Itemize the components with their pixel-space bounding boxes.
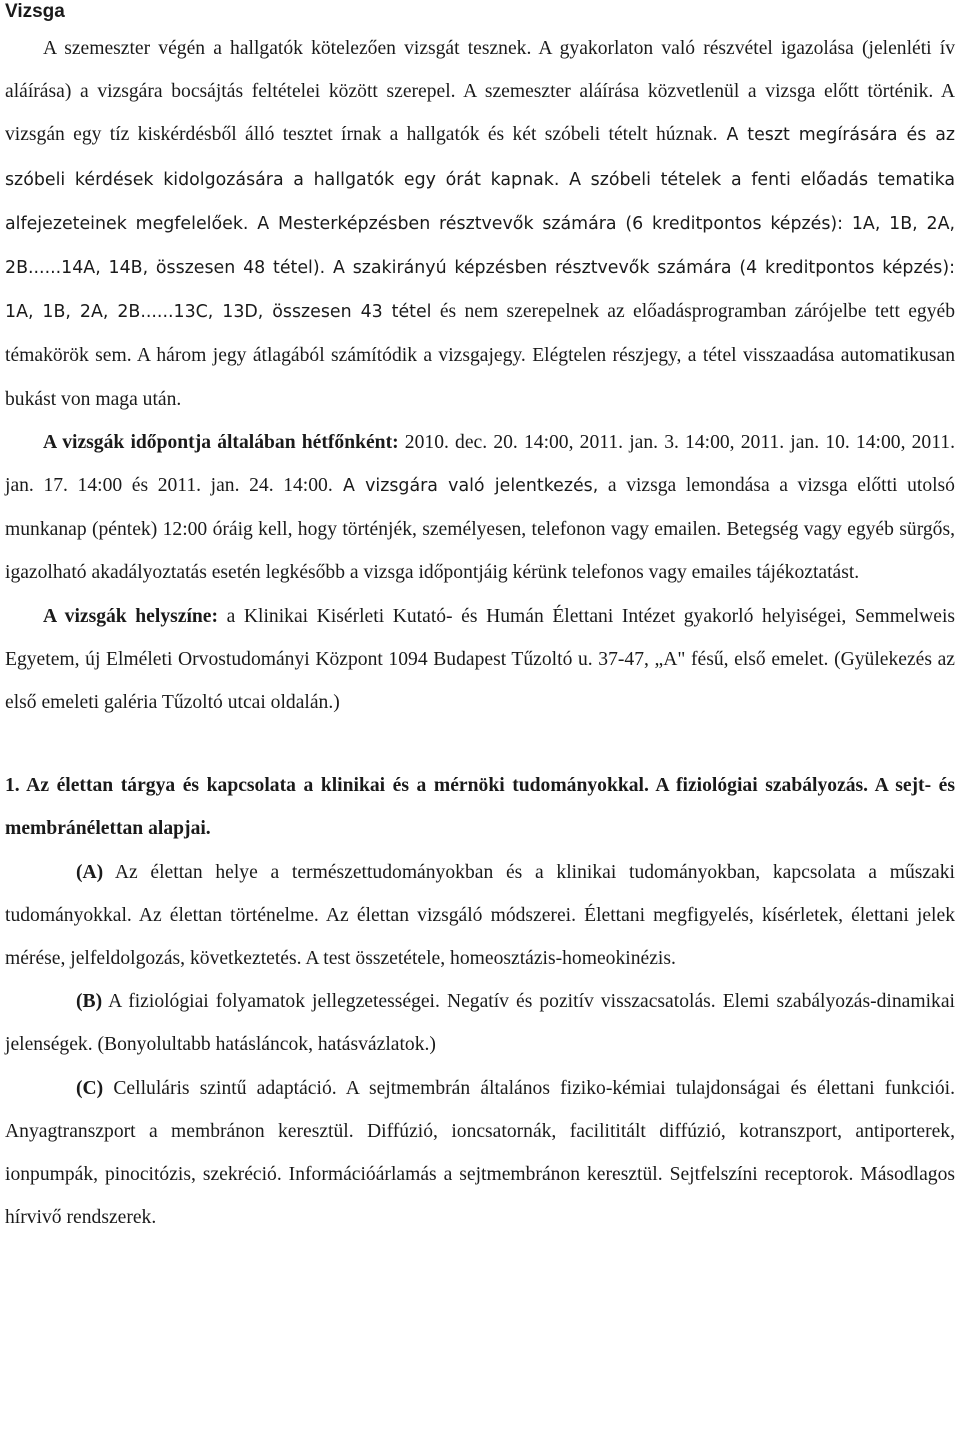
exam-dates-paragraph	[5, 421, 955, 595]
topic-1-part-c-text: Celluláris szintű adaptáció. A sejtmembrán általános fiziko-kémiai tulajdonságai és élettani funkciói. Anyagtranszport a membránon keresztül. Diffúzió, ioncsatornák, facilititált diffúzió, kotranszport, antiporterek, ionpumpák, pinocitózis, szekréció. Információárlamás a sejtmembránon keresztül. Sejtfelszíni receptorok. Másodlagos hírvivő rendszerek.	[5, 1077, 955, 1229]
topic-1-part-b	[5, 980, 955, 1066]
intro-sentence-3: A teszt megírására és az szóbeli kérdések kidolgozására a hallgatók egy órát kapnak. A szóbeli tételek a fenti előadás tematika alfejezeteinek megfelelőek. A Mesterképzésben résztvevők számára (6 kreditpontos képzés): 1A, 1B, 2A, 2B......14A, 14B, összesen 48 tétel). A szakirányú képzésben résztvevők számára (4 kreditpontos képzés): 1A, 1B, 2A, 2B......13C, 13D, összesen 43 tétel	[5, 125, 956, 323]
topic-1-part-c	[5, 1067, 955, 1240]
exam-location-label: A vizsgák helyszíne:	[43, 605, 219, 627]
topic-1-part-b-text: A fiziológiai folyamatok jellegzetességei. Negatív és pozitív visszacsatolás. Elemi szabályozás-dinamikai jelenségek. (Bonyolultabb hatásláncok, hatásvázlatok.)	[5, 991, 955, 1056]
exam-location-text: a Klinikai Kisérleti Kutató- és Humán Élettani Intézet gyakorló helyiségei, Semmelweis Egyetem, új Elméleti Orvostudományi Központ 1094 Budapest Tűzoltó u. 37-47, „A" fésű, első emelet. (Gyülekezés az első emeleti galéria Tűzoltó utcai oldalán.)	[5, 605, 956, 714]
topic-1-part-c-label: (C)	[76, 1077, 104, 1099]
intro-sentence-2: A vizsgán egy tíz kiskérdésből álló tesztet írnak a hallgatók és két szóbeli tételt húznak.	[5, 81, 955, 146]
topic-1-heading-text: 1. Az élettan tárgya és kapcsolata a klinikai és a mérnöki tudományokkal. A fiziológiai szabályozás. A sejt- és membránélettan alapjai.	[5, 775, 955, 840]
topic-1-part-a-label: (A)	[76, 861, 104, 883]
exam-dates-label: A vizsgák időpontja általában hétfőnként:	[43, 431, 399, 453]
topic-1-heading	[5, 764, 955, 850]
section-spacer	[5, 724, 955, 764]
exam-location-paragraph	[5, 595, 955, 725]
topic-1-part-a-text: Az élettan helye a természettudományokban és a klinikai tudományokban, kapcsolata a műszaki tudományokkal. Az élettan történelme. Az élettan vizsgáló módszerei. Élettani megfigyelés, kísérletek, élettani jelek mérése, jelfeldolgozás, következtetés. A test összetétele, homeosztázis-homeokinézis.	[5, 861, 955, 970]
registration-text: A vizsgára való jelentkezés,	[332, 476, 599, 497]
topic-1-part-b-label: (B)	[76, 991, 103, 1013]
intro-sentence-4: és nem szerepelnek az előadásprogramban zárójelbe tett egyéb témakörök sem. A három jegy átlagából számítódik a vizsgajegy. Elégtelen részjegy, a tétel visszaadása automatikusan bukást von maga után.	[5, 301, 955, 410]
topic-1-part-a	[5, 851, 955, 981]
registration-rules: a vizsga lemondása a vizsga előtti utolsó munkanap (péntek) 12:00 óráig kell, hogy történjék, személyesen, telefonon vagy emailen. Betegség vagy egyéb sürgős, igazolható akadályoztatás esetén legkésőbb a vizsga időpontjáig kérünk telefonos vagy emailes tájékoztatást.	[5, 475, 955, 584]
intro-paragraph	[5, 27, 955, 421]
page-title: Vizsga	[5, 1, 65, 22]
intro-sentence-1: A szemeszter végén a hallgatók kötelezően vizsgát tesznek. A gyakorlaton való részvétel igazolása (jelenléti ív aláírása) a vizsgára bocsájtás feltételei között szerepel. A szemeszter aláírása közvetlenül a vizsga előtt történik.	[5, 38, 955, 103]
exam-dates-text: 2010. dec. 20. 14:00, 2011. jan. 3. 14:00, 2011. jan. 10. 14:00, 2011. jan. 17. 14:00 és 2011. jan. 24. 14:00.	[5, 431, 955, 497]
